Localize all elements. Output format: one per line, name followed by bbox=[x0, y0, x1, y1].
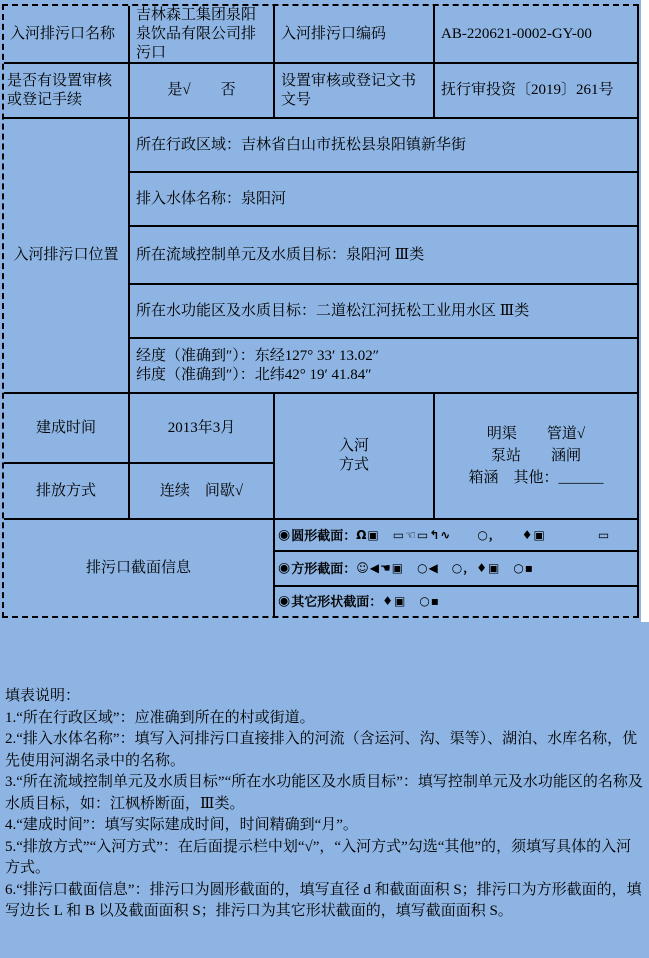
other-section-label: 其它形状截面： bbox=[291, 594, 383, 609]
instruction-item-4: 4.“建成时间”：填写实际建成时间，时间精确到“月”。 bbox=[5, 817, 358, 833]
section-circular-row bbox=[275, 520, 637, 552]
outfall-code-value-text: AB-220621-0002-GY-00 bbox=[441, 25, 592, 42]
outfall-name-value bbox=[130, 6, 275, 64]
entry-mode-label bbox=[275, 394, 435, 520]
discharge-mode-value-text: 连续 间歇√ bbox=[159, 482, 244, 499]
circular-bullet-icon: ◉ bbox=[278, 527, 291, 543]
approval-value bbox=[130, 64, 275, 119]
outfall-code-label-text: 入河排污口编码 bbox=[281, 25, 387, 42]
approval-value-text: 是√ 否 bbox=[167, 82, 236, 98]
discharge-mode-value bbox=[130, 464, 275, 520]
entry-mode-option-line1: 明渠 管道√ bbox=[486, 426, 586, 442]
latitude-text: 纬度（准确到″）：北纬42° 19′ 41.84″ bbox=[136, 366, 372, 383]
location-control-unit-text: 所在流域控制单元及水质目标：泉阳河 Ⅲ类 bbox=[136, 246, 425, 263]
section-other-row bbox=[275, 587, 637, 616]
instruction-item-2: 2.“排入水体名称”：填写入河排污口直接排入的河流（含运河、沟、渠等）、湖泊、水库名称，优先使用河湖名录中的名称。 bbox=[5, 731, 638, 769]
section-info-label bbox=[4, 520, 275, 616]
other-bullet-icon: ◉ bbox=[278, 594, 291, 609]
location-water-body bbox=[130, 173, 637, 227]
instruction-item-5: 5.“排放方式”“入河方式”：在后面提示栏中划“√”，“入河方式”勾选“其他”的，须填写具体的入河方式。 bbox=[5, 838, 632, 876]
longitude-text: 经度（准确到″）：东经127° 33′ 13.02″ bbox=[136, 347, 380, 364]
outfall-name-label-text: 入河排污口名称 bbox=[10, 25, 116, 42]
approval-doc-label-text: 设置审核或登记文书文号 bbox=[281, 72, 417, 108]
approval-label bbox=[4, 64, 130, 119]
approval-doc-label bbox=[275, 64, 435, 119]
instruction-item-1: 1.“所在行政区域”：应准确到所在的村或街道。 bbox=[5, 709, 315, 726]
filling-instructions bbox=[5, 686, 645, 923]
square-bullet-icon: ◉ bbox=[278, 561, 291, 576]
section-info-label-text: 排污口截面信息 bbox=[85, 559, 191, 576]
entry-mode-option-line2: 泵站 涵闸 bbox=[490, 448, 581, 464]
approval-doc-value bbox=[435, 64, 637, 119]
page-right-margin bbox=[641, 0, 649, 622]
square-section-label: 方形截面： bbox=[291, 561, 357, 576]
built-time-label bbox=[4, 394, 130, 464]
location-section-label-text: 入河排污口位置 bbox=[13, 247, 119, 263]
discharge-mode-label bbox=[4, 464, 130, 520]
built-time-value-text: 2013年3月 bbox=[167, 419, 236, 436]
other-section-symbols: ♦▣ ○▪ bbox=[382, 594, 440, 608]
entry-mode-options bbox=[435, 394, 637, 520]
outfall-name-label bbox=[4, 6, 130, 64]
location-admin-region-text: 所在行政区域：吉林省白山市抚松县泉阳镇新华街 bbox=[136, 136, 467, 153]
outfall-code-value bbox=[435, 6, 637, 64]
location-function-zone bbox=[130, 285, 637, 339]
circular-section-label: 圆形截面： bbox=[291, 527, 357, 543]
entry-mode-option-line3: 箱涵 其他：______ bbox=[468, 470, 604, 486]
approval-label-text: 是否有设置审核或登记手续 bbox=[7, 72, 113, 108]
square-section-symbols: ☺◀☚▣ ○◀ ○，♦▣ ○▪ bbox=[356, 561, 534, 575]
entry-mode-label-line2: 方式 bbox=[338, 457, 369, 473]
circular-section-symbols: Ω▣ ▭☜▭↰∿ ○， ♦▣ ▭ bbox=[356, 527, 611, 542]
approval-doc-value-text: 抚行审投资〔2019〕261号 bbox=[441, 82, 614, 98]
discharge-mode-label-text: 排放方式 bbox=[35, 482, 96, 499]
location-coordinates bbox=[130, 339, 637, 394]
entry-mode-label-line1: 入河 bbox=[338, 438, 369, 454]
built-time-value bbox=[130, 394, 275, 464]
outfall-code-label bbox=[275, 6, 435, 64]
location-admin-region bbox=[130, 119, 637, 173]
location-section-label bbox=[4, 119, 130, 394]
instructions-title: 填表说明： bbox=[5, 688, 81, 704]
instruction-item-6: 6.“排污口截面信息”：排污口为圆形截面的，填写直径 d 和截面面积 S；排污口为方形截面的，填写边长 L 和 B 以及截面面积 S；排污口为其它形状截面的，填写截面面积 S。 bbox=[5, 881, 642, 919]
location-water-body-text: 排入水体名称：泉阳河 bbox=[136, 190, 287, 207]
location-function-zone-text: 所在水功能区及水质目标：二道松江河抚松工业用水区 Ⅲ类 bbox=[136, 302, 530, 319]
section-square-row bbox=[275, 552, 637, 587]
outfall-registration-table bbox=[2, 4, 639, 618]
location-control-unit bbox=[130, 227, 637, 285]
instruction-item-3: 3.“所在流域控制单元及水质目标”“所在水功能区及水质目标”：填写控制单元及水功能区的名称及水质目标，如：江枫桥断面，Ⅲ类。 bbox=[5, 774, 643, 812]
outfall-name-value-text: 吉林森工集团泉阳泉饮品有限公司排污口 bbox=[136, 6, 257, 61]
built-time-label-text: 建成时间 bbox=[35, 419, 96, 436]
